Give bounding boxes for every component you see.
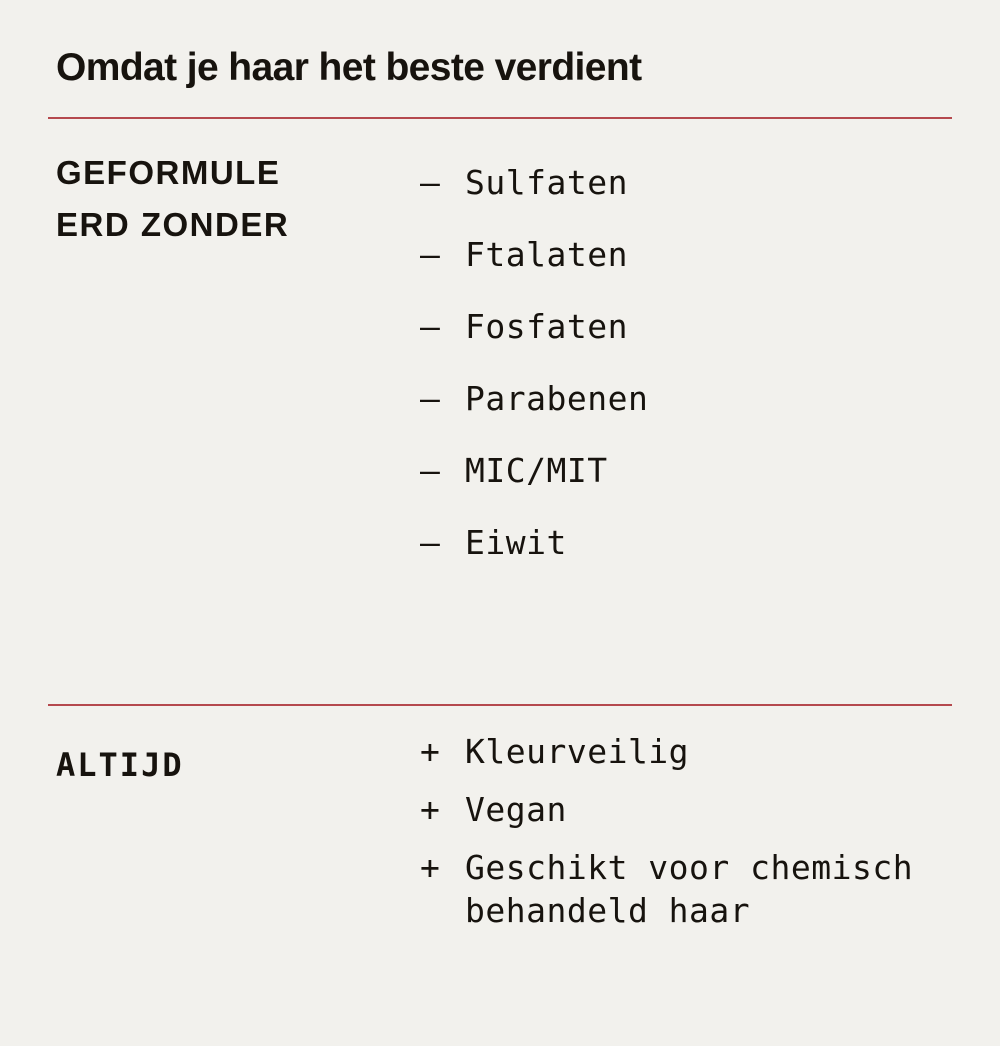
minus-marker-icon: — xyxy=(420,307,441,346)
list-item-mic-mit xyxy=(410,451,952,491)
list-item-label: MIC/MIT xyxy=(465,451,608,490)
list-item-parabenen xyxy=(410,379,952,419)
list-item-label: Sulfaten xyxy=(465,163,628,202)
list-item-kleurveilig xyxy=(410,730,952,773)
plus-marker-icon: + xyxy=(420,848,441,887)
list-item-geschikt-chemisch-behandeld-haar xyxy=(410,846,952,932)
minus-marker-icon: — xyxy=(420,235,441,274)
divider-top xyxy=(48,117,952,119)
formulated-without-section xyxy=(48,151,952,595)
included-benefits-list xyxy=(410,730,952,932)
list-item-label: Vegan xyxy=(465,790,567,829)
included-benefits-column xyxy=(410,730,952,947)
list-item-label: Eiwit xyxy=(465,523,567,562)
formulated-without-label-column xyxy=(48,151,410,251)
minus-marker-icon: — xyxy=(420,163,441,202)
section-label-line-1: ALTIJD xyxy=(56,746,184,784)
list-item-vegan xyxy=(410,788,952,831)
list-item-eiwit xyxy=(410,523,952,563)
always-label-column xyxy=(48,730,410,787)
list-item-label: Kleurveilig xyxy=(465,732,690,771)
hair-product-benefits-infographic xyxy=(0,46,1000,1046)
plus-marker-icon: + xyxy=(420,790,441,829)
excluded-ingredients-list xyxy=(410,163,952,563)
list-item-ftalaten xyxy=(410,235,952,275)
list-item-fosfaten xyxy=(410,307,952,347)
list-item-label: Geschikt voor chemisch behandeld haar xyxy=(465,848,914,930)
excluded-ingredients-column xyxy=(410,151,952,595)
list-item-label: Ftalaten xyxy=(465,235,628,274)
list-item-label: Fosfaten xyxy=(465,307,628,346)
list-item-label: Parabenen xyxy=(465,379,649,418)
list-item-sulfaten xyxy=(410,163,952,203)
divider-bottom xyxy=(48,704,952,706)
minus-marker-icon: — xyxy=(420,379,441,418)
minus-marker-icon: — xyxy=(420,451,441,490)
always-section xyxy=(48,730,952,947)
minus-marker-icon: — xyxy=(420,523,441,562)
section-label-altijd xyxy=(56,744,410,787)
section-label-line-2: ERD ZONDER xyxy=(56,206,290,243)
section-label-geformuleerd-zonder xyxy=(56,147,410,251)
plus-marker-icon: + xyxy=(420,732,441,771)
page-title: Omdat je haar het beste verdient xyxy=(56,46,642,89)
section-label-line-1: GEFORMULE xyxy=(56,154,281,191)
